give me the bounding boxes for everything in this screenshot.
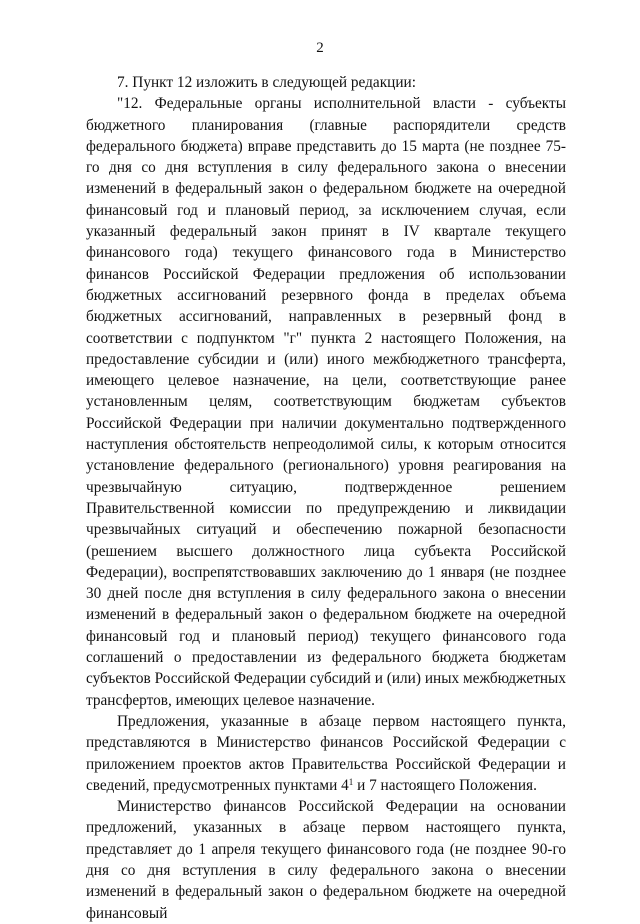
paragraph-proposals-text: Предложения, указанные в абзаце первом настоящего пункта, представляются в Министерство финансов Российской Федерации с приложением проектов актов Правительства Российской Федерации и сведений, предусмотренных пунктами 4 [86, 712, 566, 794]
paragraph-proposals [86, 711, 566, 796]
paragraph-item-12-text: "12. Федеральные органы исполнительной власти - субъекты бюджетного планирования (главные распорядители средств федерального бюджета) вправе представить до 15 марта (не позднее 75-го дня со дня вступления в силу федерального закона о внесении изменений в федеральный закон о федеральном бюджете на очередной финансовый год и плановый период, за исключением случая, если указанный федеральный закон принят в IV квартале текущего финансового года) текущего финансового года в Министерство финансов Российской Федерации предложения об использовании бюджетных ассигнований резервного фонда в пределах объема бюджетных ассигнований, направленных в резервный фонд в соответствии с подпунктом "г" пункта 2 настоящего Положения, на предоставление субсидии и (или) иного межбюджетного трансферта, имеющего целевое назначение, на цели, соответствующие ранее установленным целям, соответствующим бюджетам субъектов Российской Федерации при наличии документально подтвержденного наступления обстоятельств непреодолимой силы, к которым относится установление федерального (регионального) уровня реагирования на чрезвычайную ситуацию, подтвержденное решением Правительственной комиссии по предупреждению и ликвидации чрезвычайных ситуаций и обеспечению пожарной безопасности (решением высшего должностного лица субъекта Российской Федерации), воспрепятствовавших заключению до 1 января (не позднее 30 дней после дня вступления в силу федерального закона о внесении изменений в федеральный закон о федеральном бюджете на очередной финансовый год и плановый период) текущего финансового года соглашений о предоставлении из федерального бюджета бюджетам субъектов Российской Федерации субсидий и (или) иных межбюджетных трансфертов, имеющих целевое назначение. [86, 95, 566, 709]
document-body [86, 72, 566, 924]
superscript-marker: 1 [348, 776, 354, 787]
page-number: 2 [316, 40, 324, 56]
paragraph-proposals-tail: и 7 настоящего Положения. [353, 776, 537, 794]
paragraph-ministry: Министерство финансов Российской Федерации на основании предложений, указанных в абзаце первом настоящего пункта, представляет до 1 апреля текущего финансового года (не позднее 90-го дня со дня вступления в силу федерального закона о внесении изменений в федеральный закон о федеральном бюджете на очередной финансовый [86, 798, 566, 922]
paragraph-item-7: 7. Пункт 12 изложить в следующей редакции: [117, 74, 416, 91]
